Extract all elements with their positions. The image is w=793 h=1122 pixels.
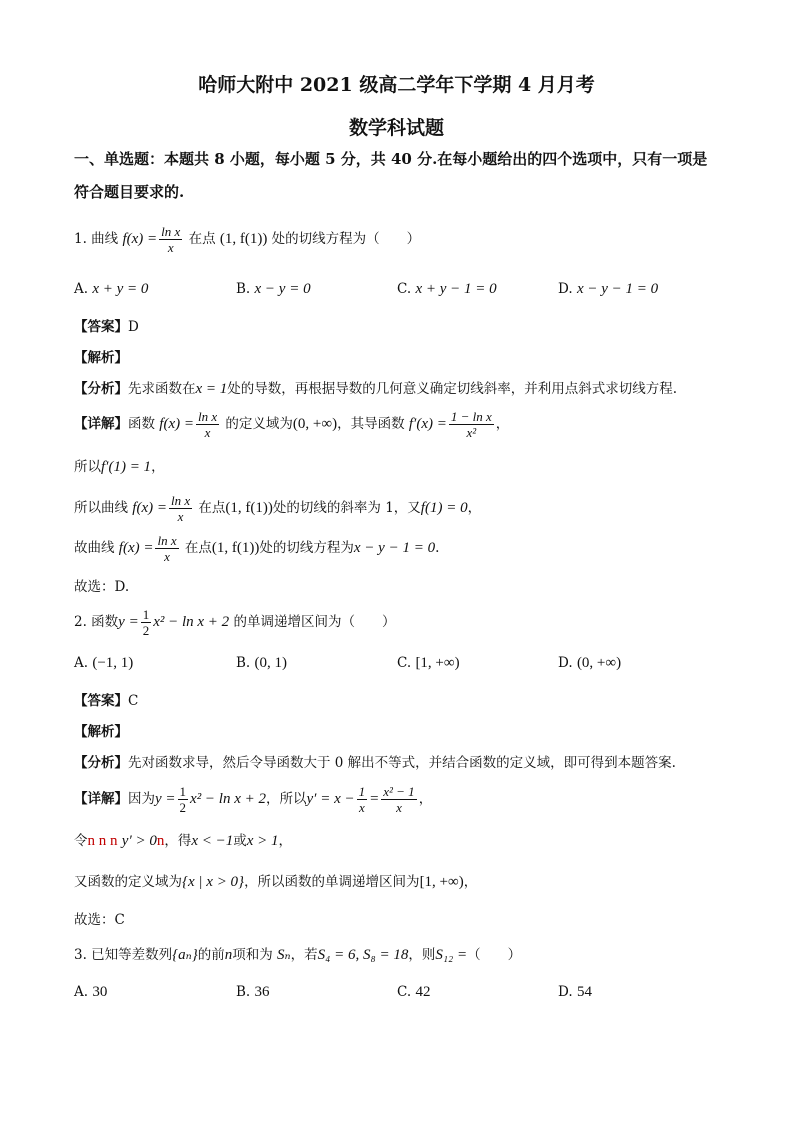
section-heading-line1: 一、单选题：本题共 8 小题，每小题 5 分，共 40 分.在每小题给出的四个选项中，只有一项是 xyxy=(74,150,708,168)
q3-option-b: B. 36 xyxy=(236,984,270,1000)
q2-xiangjie-3: 又函数的定义域为{x | x > 0}，所以函数的单调递增区间为[1, +∞)， xyxy=(74,874,478,890)
q1-mid: 在点 xyxy=(188,231,216,247)
question-3-stem: 3. 已知等差数列{aₙ}的前n项和为 Sₙ，若S₄ = 6, S₈ = 18，则S₁₂ =（ ） xyxy=(74,947,522,963)
q1-frac-num: ln x xyxy=(161,224,181,239)
q1-suffix: 处的切线方程为（ ） xyxy=(271,231,421,247)
q3-option-a: A. 30 xyxy=(74,984,108,1000)
q1-func: f(x) = xyxy=(122,231,158,247)
q1-xiangjie-4: 故曲线 f(x) = $\frac{\text{ln x}}{x}$ 在点(1, f(1))处的切线方程为x − y − 1 = 0. xyxy=(74,533,440,564)
q2-xiangjie-2: 令n n n y′ > 0n，得x < −1或x > 1， xyxy=(74,833,293,849)
question-1-stem xyxy=(74,222,420,256)
q1-analysis-label: 【解析】 xyxy=(74,350,128,366)
q1-answer: 【答案】D xyxy=(74,319,139,335)
q1-point: (1, f(1)) xyxy=(219,231,268,247)
q1-option-d: D. x − y − 1 = 0 xyxy=(558,281,659,297)
question-2-stem: 2. 函数y = $\frac{1}{2}$ x² − ln x + 2 的单调递增区间为（ ） xyxy=(74,607,396,638)
q2-option-d: D. (0, +∞) xyxy=(558,655,622,671)
q2-choose: 故选：C xyxy=(74,912,125,928)
q1-xiangjie-2: 所以f′(1) = 1， xyxy=(74,459,165,475)
q2-option-b: B. (0, 1) xyxy=(236,655,288,671)
exam-title: 哈师大附中 2021 级高二学年下学期 4 月月考 xyxy=(198,74,595,96)
q1-xiangjie-3: 所以曲线 f(x) = $\frac{\text{ln x}}{x}$ 在点(1, f(1))处的切线的斜率为 1，又f(1) = 0， xyxy=(74,493,482,524)
q1-option-a: A. x + y = 0 xyxy=(74,281,149,297)
q2-analysis-label: 【解析】 xyxy=(74,724,128,740)
q3-option-c: C. 42 xyxy=(397,984,431,1000)
q2-answer: 【答案】C xyxy=(74,693,139,709)
q2-option-a: A. (−1, 1) xyxy=(74,655,134,671)
q2-xiangjie-1: 【详解】因为y = $\frac{1}{2}$ x² − ln x + 2，所以y′ = x − $\frac{1}{x}$ = $\frac{\text{x² − 1}}{x}$ ， xyxy=(74,784,433,815)
q1-fraction xyxy=(159,224,182,255)
q2-fenxi: 【分析】先对函数求导，然后令导函数大于 0 解出不等式，并结合函数的定义域，即可得到本题答案. xyxy=(74,755,676,771)
q2-option-c: C. [1, +∞) xyxy=(397,655,460,671)
q1-choose: 故选：D. xyxy=(74,579,130,595)
q1-xiangjie-1: 【详解】函数 f(x) = $\frac{\text{ln x}}{x}$ 的定义域为(0, +∞)，其导函数 f′(x) = $\frac{\text{1 − ln x}}{\text{x²}}$ ， xyxy=(74,409,510,440)
q1-option-c: C. x + y − 1 = 0 xyxy=(397,281,497,297)
q1-frac-den: x xyxy=(167,240,174,255)
section-heading-line2: 符合题目要求的. xyxy=(74,183,185,201)
exam-subtitle: 数学科试题 xyxy=(348,117,444,139)
q1-fenxi: 【分析】先求函数在x = 1处的导数，再根据导数的几何意义确定切线斜率，并利用点斜式求切线方程. xyxy=(74,381,678,397)
q3-option-d: D. 54 xyxy=(558,984,592,1000)
q1-prefix: 1. 曲线 xyxy=(74,231,119,247)
q1-option-b: B. x − y = 0 xyxy=(236,281,311,297)
